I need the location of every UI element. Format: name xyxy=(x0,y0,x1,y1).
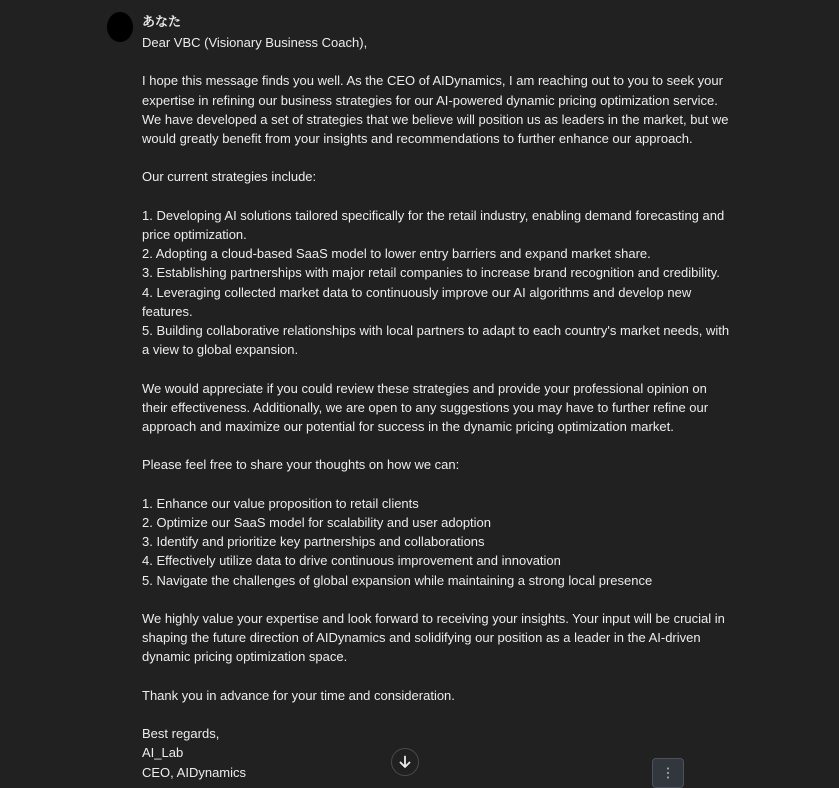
message-author: あなた xyxy=(142,15,182,30)
message-line: We highly value your expertise and look forward to receiving your insights. Your input will be crucial in xyxy=(142,610,725,626)
blank-line xyxy=(142,52,732,71)
vertical-ellipsis-icon xyxy=(666,766,670,780)
blank-line xyxy=(142,475,732,494)
message-line: price optimization. xyxy=(142,226,247,242)
message-line: would greatly benefit from your insights and recommendations to further enhance our approach. xyxy=(142,131,693,146)
message-line: Our current strategies include: xyxy=(142,169,317,185)
message-line: 1. Enhance our value proposition to retail clients xyxy=(142,495,419,511)
message-line: a view to global expansion. xyxy=(142,342,299,358)
message-line: Dear VBC (Visionary Business Coach), xyxy=(142,35,368,50)
message-line: I hope this message finds you well. As the CEO of AIDynamics, I am reaching out to you to seek your xyxy=(142,73,723,89)
message-body xyxy=(142,33,732,782)
message-line: dynamic pricing optimization space. xyxy=(142,649,348,665)
message-line: 1. Developing AI solutions tailored specifically for the retail industry, enabling demand forecasting and xyxy=(142,207,725,223)
message-line: shaping the future direction of AIDynamics and solidifying our position as a leader in the AI-driven xyxy=(142,630,701,646)
blank-line xyxy=(142,148,732,167)
message-line: Thank you in advance for your time and consideration. xyxy=(142,687,455,703)
message-line: CEO, AIDynamics xyxy=(142,764,247,780)
message-line: 4. Leveraging collected market data to continuously improve our AI algorithms and develop new xyxy=(142,284,692,300)
message-line: 2. Adopting a cloud-based SaaS model to lower entry barriers and expand market share. xyxy=(142,246,651,262)
message-line: Best regards, xyxy=(142,726,220,742)
message-line: 2. Optimize our SaaS model for scalability and user adoption xyxy=(142,514,492,530)
blank-line xyxy=(142,667,732,686)
message-line: 3. Identify and prioritize key partnerships and collaborations xyxy=(142,534,485,550)
message-line: 4. Effectively utilize data to drive continuous improvement and innovation xyxy=(142,553,561,569)
message-line: expertise in refining our business strategies for our AI-powered dynamic pricing optimization service. xyxy=(142,92,718,108)
blank-line xyxy=(142,590,732,609)
message-line: AI_Lab xyxy=(142,745,184,761)
blank-line xyxy=(142,705,732,724)
message-line: approach and maximize our potential for success in the dynamic pricing optimization market. xyxy=(142,419,674,434)
blank-line xyxy=(142,359,732,378)
message-line: We would appreciate if you could review these strategies and provide your professional opinion on xyxy=(142,380,707,396)
scroll-to-bottom-button[interactable] xyxy=(391,748,419,776)
message-line: We have developed a set of strategies that we believe will position us as leaders in the market, but we xyxy=(142,111,729,127)
blank-line xyxy=(142,187,732,206)
message-line: 5. Navigate the challenges of global expansion while maintaining a strong local presence xyxy=(142,572,653,588)
message-line: 5. Building collaborative relationships with local partners to adapt to each country's market needs, with xyxy=(142,323,730,338)
more-options-button[interactable] xyxy=(652,758,684,788)
message-line: 3. Establishing partnerships with major retail companies to increase brand recognition and credibility. xyxy=(142,265,720,281)
message-line: features. xyxy=(142,303,193,319)
arrow-down-icon xyxy=(398,755,412,769)
avatar xyxy=(107,12,133,42)
message-line: Please feel free to share your thoughts on how we can: xyxy=(142,457,460,473)
message-line: their effectiveness. Additionally, we are open to any suggestions you may have to further refine our xyxy=(142,399,709,415)
blank-line xyxy=(142,436,732,455)
